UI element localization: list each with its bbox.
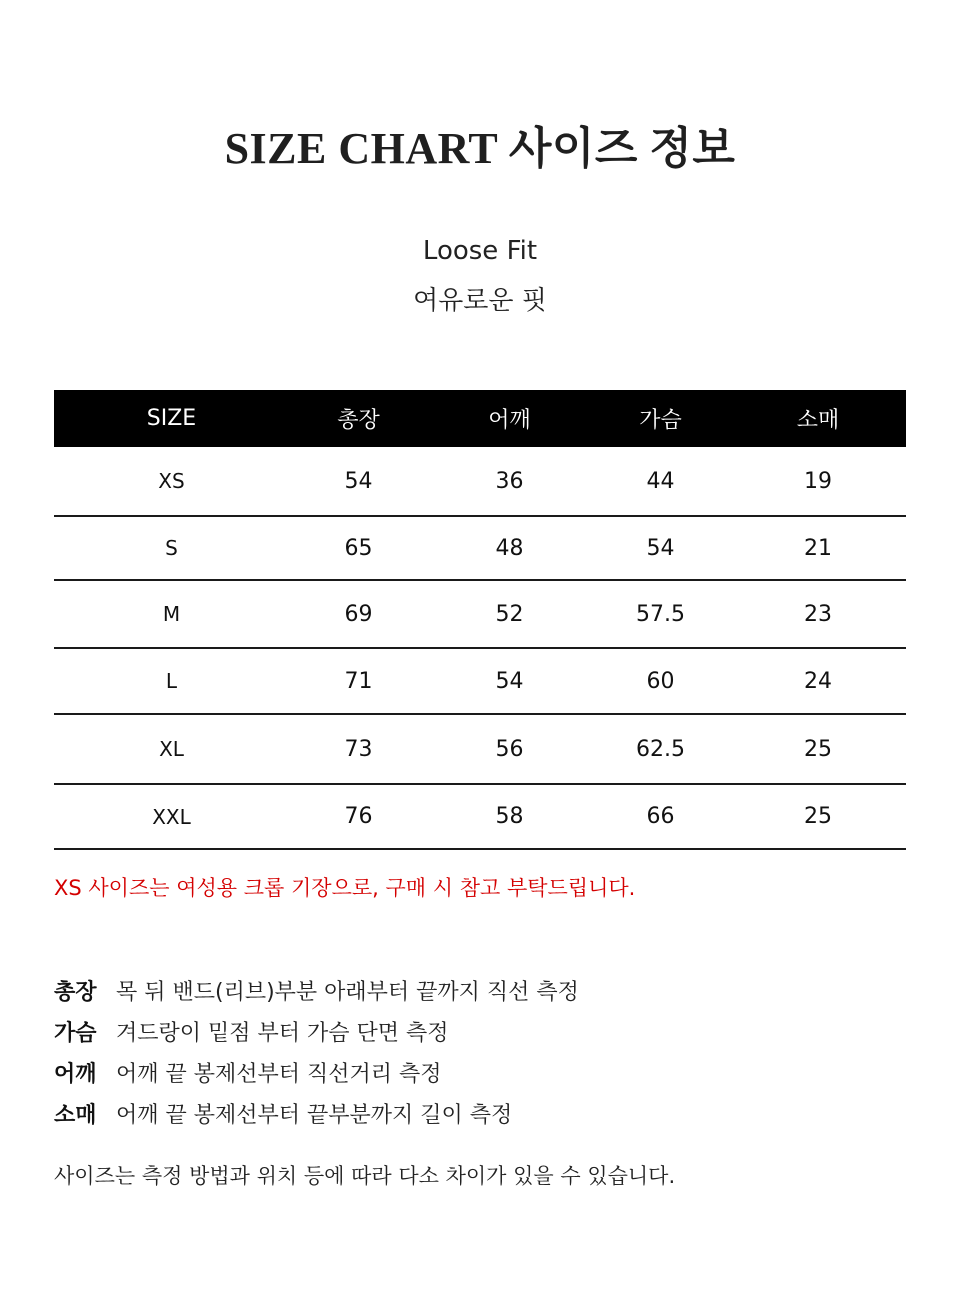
measurement-item: [54, 1054, 579, 1095]
table-row: [54, 784, 906, 849]
chest-cell: 60: [591, 648, 730, 714]
header-sleeve: 소매: [730, 390, 906, 447]
total-length-cell: 71: [289, 648, 428, 714]
chest-cell: 54: [591, 516, 730, 580]
header-total-length: 총장: [289, 390, 428, 447]
size-cell: XS: [54, 447, 289, 516]
size-cell: M: [54, 580, 289, 648]
measurement-description: 목 뒤 밴드(리브)부분 아래부터 끝까지 직선 측정: [116, 980, 579, 1005]
header-chest: 가슴: [591, 390, 730, 447]
measurement-description: 겨드랑이 밑점 부터 가슴 단면 측정: [116, 1021, 449, 1046]
measurement-description: 어깨 끝 봉제선부터 직선거리 측정: [116, 1062, 442, 1087]
chest-cell: 66: [591, 784, 730, 849]
sleeve-cell: 25: [730, 784, 906, 849]
size-cell: XXL: [54, 784, 289, 849]
table-row: [54, 516, 906, 580]
shoulder-cell: 36: [428, 447, 591, 516]
measurement-item: [54, 1013, 579, 1054]
measurement-item: [54, 972, 579, 1013]
measurement-term: 총장: [54, 980, 97, 1005]
size-table-header: [54, 390, 906, 447]
sleeve-cell: 24: [730, 648, 906, 714]
measurement-description: 어깨 끝 봉제선부터 끝부분까지 길이 측정: [116, 1103, 513, 1128]
measurement-term: 어깨: [54, 1062, 97, 1087]
header-size: SIZE: [54, 390, 289, 447]
fit-type-korean: 여유로운 핏: [413, 286, 547, 316]
total-length-cell: 69: [289, 580, 428, 648]
chest-cell: 62.5: [591, 714, 730, 784]
page-title: SIZE CHART 사이즈 정보: [224, 124, 736, 173]
measurement-term: 가슴: [54, 1021, 97, 1046]
shoulder-cell: 56: [428, 714, 591, 784]
sleeve-cell: 21: [730, 516, 906, 580]
xs-size-note: XS 사이즈는 여성용 크롭 기장으로, 구매 시 참고 부탁드립니다.: [54, 876, 636, 900]
table-row: [54, 580, 906, 648]
chest-cell: 57.5: [591, 580, 730, 648]
table-row: [54, 447, 906, 516]
shoulder-cell: 48: [428, 516, 591, 580]
fit-type-english: Loose Fit: [422, 236, 538, 266]
chest-cell: 44: [591, 447, 730, 516]
size-cell: S: [54, 516, 289, 580]
table-row: [54, 648, 906, 714]
total-length-cell: 65: [289, 516, 428, 580]
measurement-item: [54, 1095, 579, 1136]
sleeve-cell: 25: [730, 714, 906, 784]
measurement-disclaimer: 사이즈는 측정 방법과 위치 등에 따라 다소 차이가 있을 수 있습니다.: [54, 1164, 676, 1188]
measurement-term: 소매: [54, 1103, 97, 1128]
size-table: [54, 390, 906, 850]
size-cell: L: [54, 648, 289, 714]
size-table-body: [54, 447, 906, 849]
header-row: [54, 390, 906, 447]
total-length-cell: 54: [289, 447, 428, 516]
sleeve-cell: 23: [730, 580, 906, 648]
total-length-cell: 73: [289, 714, 428, 784]
measurement-guide: [54, 972, 579, 1136]
header-shoulder: 어깨: [428, 390, 591, 447]
table-row: [54, 714, 906, 784]
shoulder-cell: 58: [428, 784, 591, 849]
shoulder-cell: 52: [428, 580, 591, 648]
sleeve-cell: 19: [730, 447, 906, 516]
shoulder-cell: 54: [428, 648, 591, 714]
size-cell: XL: [54, 714, 289, 784]
total-length-cell: 76: [289, 784, 428, 849]
